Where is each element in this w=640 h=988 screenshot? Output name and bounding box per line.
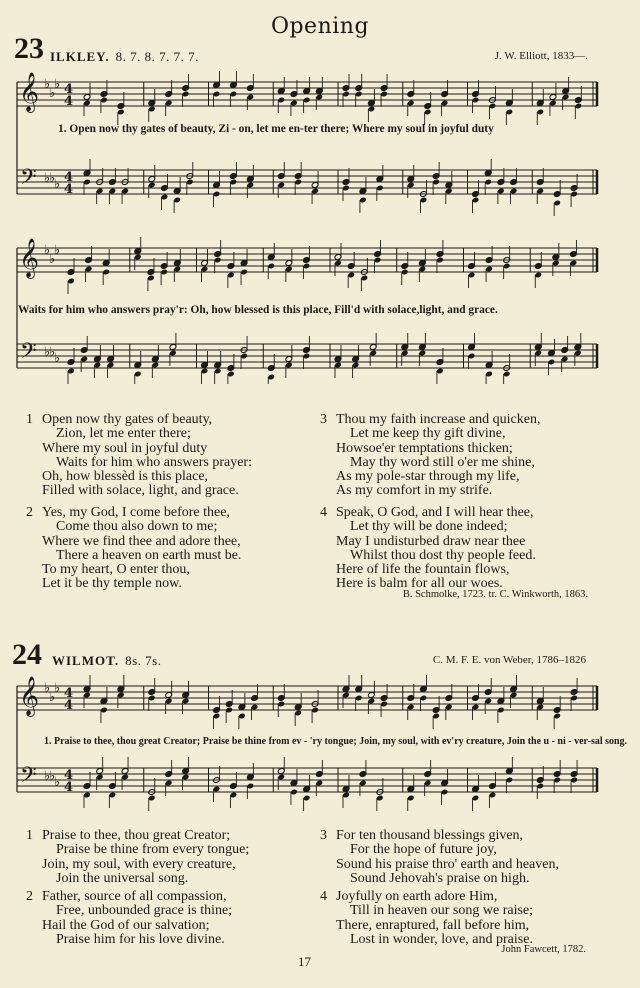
verse-block: 2 Father, source of all compassion, Free, unbounded grace is thine; Hail the God of our salvation; Praise him for his love divine. [26, 889, 233, 947]
flat-icon: ♭ [44, 243, 51, 258]
flat-icon: ♭ [44, 681, 51, 696]
composer: C. M. F. E. von Weber, 1786–1826 [432, 654, 586, 666]
tune-meter: 8s. 7s. [125, 653, 162, 668]
flat-icon: ♭ [44, 345, 51, 360]
treble-clef-icon: 𝄞 [19, 72, 40, 112]
composer: J. W. Elliott, 1833—. [494, 50, 588, 62]
time-signature: 4 [64, 698, 74, 713]
hymn-number: 23 [14, 32, 44, 65]
time-signature: 4 [64, 82, 74, 97]
verse-block: 1 Open now thy gates of beauty, Zion, let me enter there; Where my soul in joyful duty Waits for him who answers prayer: Oh, how blessèd is this place, Filled with solace, light, and grace. [26, 412, 252, 499]
time-signature: 4 [64, 768, 74, 783]
flat-icon: ♭ [49, 171, 56, 186]
verse-block: 1 Praise to thee, thou great Creator; Praise be thine from every tongue; Join, my soul, with every creature, Join the universal song. [26, 828, 250, 886]
flat-icon: ♭ [54, 775, 61, 790]
flat-icon: ♭ [49, 690, 56, 705]
flat-icon: ♭ [49, 769, 56, 784]
treble-clef-icon: 𝄞 [19, 676, 40, 716]
page-number: 17 [298, 954, 311, 969]
hymn-number: 24 [12, 638, 42, 671]
time-signature: 4 [64, 94, 74, 109]
verse-block: 3 Thou my faith increase and quicken, Let me keep thy gift divine, Howsoe'er temptations thicken; May thy word still o'er me shine, As my pole-star through my life, As my comfort in my strife. [320, 412, 541, 499]
tune-name: WILMOT. [52, 653, 120, 668]
verse-block: 3 For ten thousand blessings given, For the hope of future joy, Sound his praise thro' earth and heaven, Sound Jehovah's praise on high. [320, 828, 559, 886]
flat-icon: ♭ [44, 171, 51, 186]
tune-name: ILKLEY. [50, 49, 110, 64]
tune-meter: 8. 7. 8. 7. 7. 7. [115, 49, 199, 64]
flat-icon: ♭ [44, 769, 51, 784]
verse-block: 4 Speak, O God, and I will hear thee, Let thy will be done indeed; May I undisturbed draw near thee Whilst thou dost thy people feed. Here of life the fountain flows, Here is balm for all our woes. [320, 505, 536, 592]
verse-block: 2 Yes, my God, I come before thee, Come thou also down to me; Where we find thee and adore thee, There a heaven on earth must be. To my heart, O enter thou, Let it be thy temple now. [26, 505, 242, 592]
flat-icon: ♭ [49, 345, 56, 360]
lyrics-underlay-line-2: Waits for him who answers pray'r: Oh, how blessed is this place, Fill'd with solace,light, and grace. [18, 304, 498, 316]
time-signature: 4 [64, 170, 74, 185]
treble-clef-icon: 𝄞 [19, 238, 40, 278]
flat-icon: ♭ [54, 351, 61, 366]
flat-icon: ♭ [49, 252, 56, 267]
flat-icon: ♭ [54, 681, 61, 696]
music-system-3 [0, 672, 640, 822]
section-title: Opening [270, 14, 370, 39]
verse-block: 4 Joyfully on earth adore Him, Till in heaven our song we raise; There, enraptured, fall before him, Lost in wonder, love, and praise. [320, 889, 534, 947]
flat-icon: ♭ [54, 77, 61, 92]
bass-clef-icon: 𝄢 [20, 763, 37, 793]
flat-icon: ♭ [49, 86, 56, 101]
lyrics-underlay-line-3: 1. Praise to thee, thou great Creator; Praise be thine from ev - 'ry tongue; Join, my soul, with ev'ry creature, Join the u - ni - ver-sal song. [44, 736, 628, 747]
time-signature: 4 [64, 182, 74, 197]
lyrics-underlay-line-1: 1. Open now thy gates of beauty, Zi - on, let me en-ter there; Where my soul in joyful duty [58, 123, 494, 135]
tune-heading [52, 653, 161, 669]
flat-icon: ♭ [44, 77, 51, 92]
text-attribution: B. Schmolke, 1723. tr. C. Winkworth, 1863. [402, 589, 588, 600]
text-attribution: John Fawcett, 1782. [501, 944, 586, 955]
flat-icon: ♭ [54, 177, 61, 192]
bass-clef-icon: 𝄢 [20, 165, 37, 195]
time-signature: 4 [64, 780, 74, 795]
tune-heading [50, 49, 199, 65]
bass-clef-icon: 𝄢 [20, 339, 37, 369]
flat-icon: ♭ [54, 243, 61, 258]
music-system-1 [0, 70, 640, 220]
time-signature: 4 [64, 686, 74, 701]
